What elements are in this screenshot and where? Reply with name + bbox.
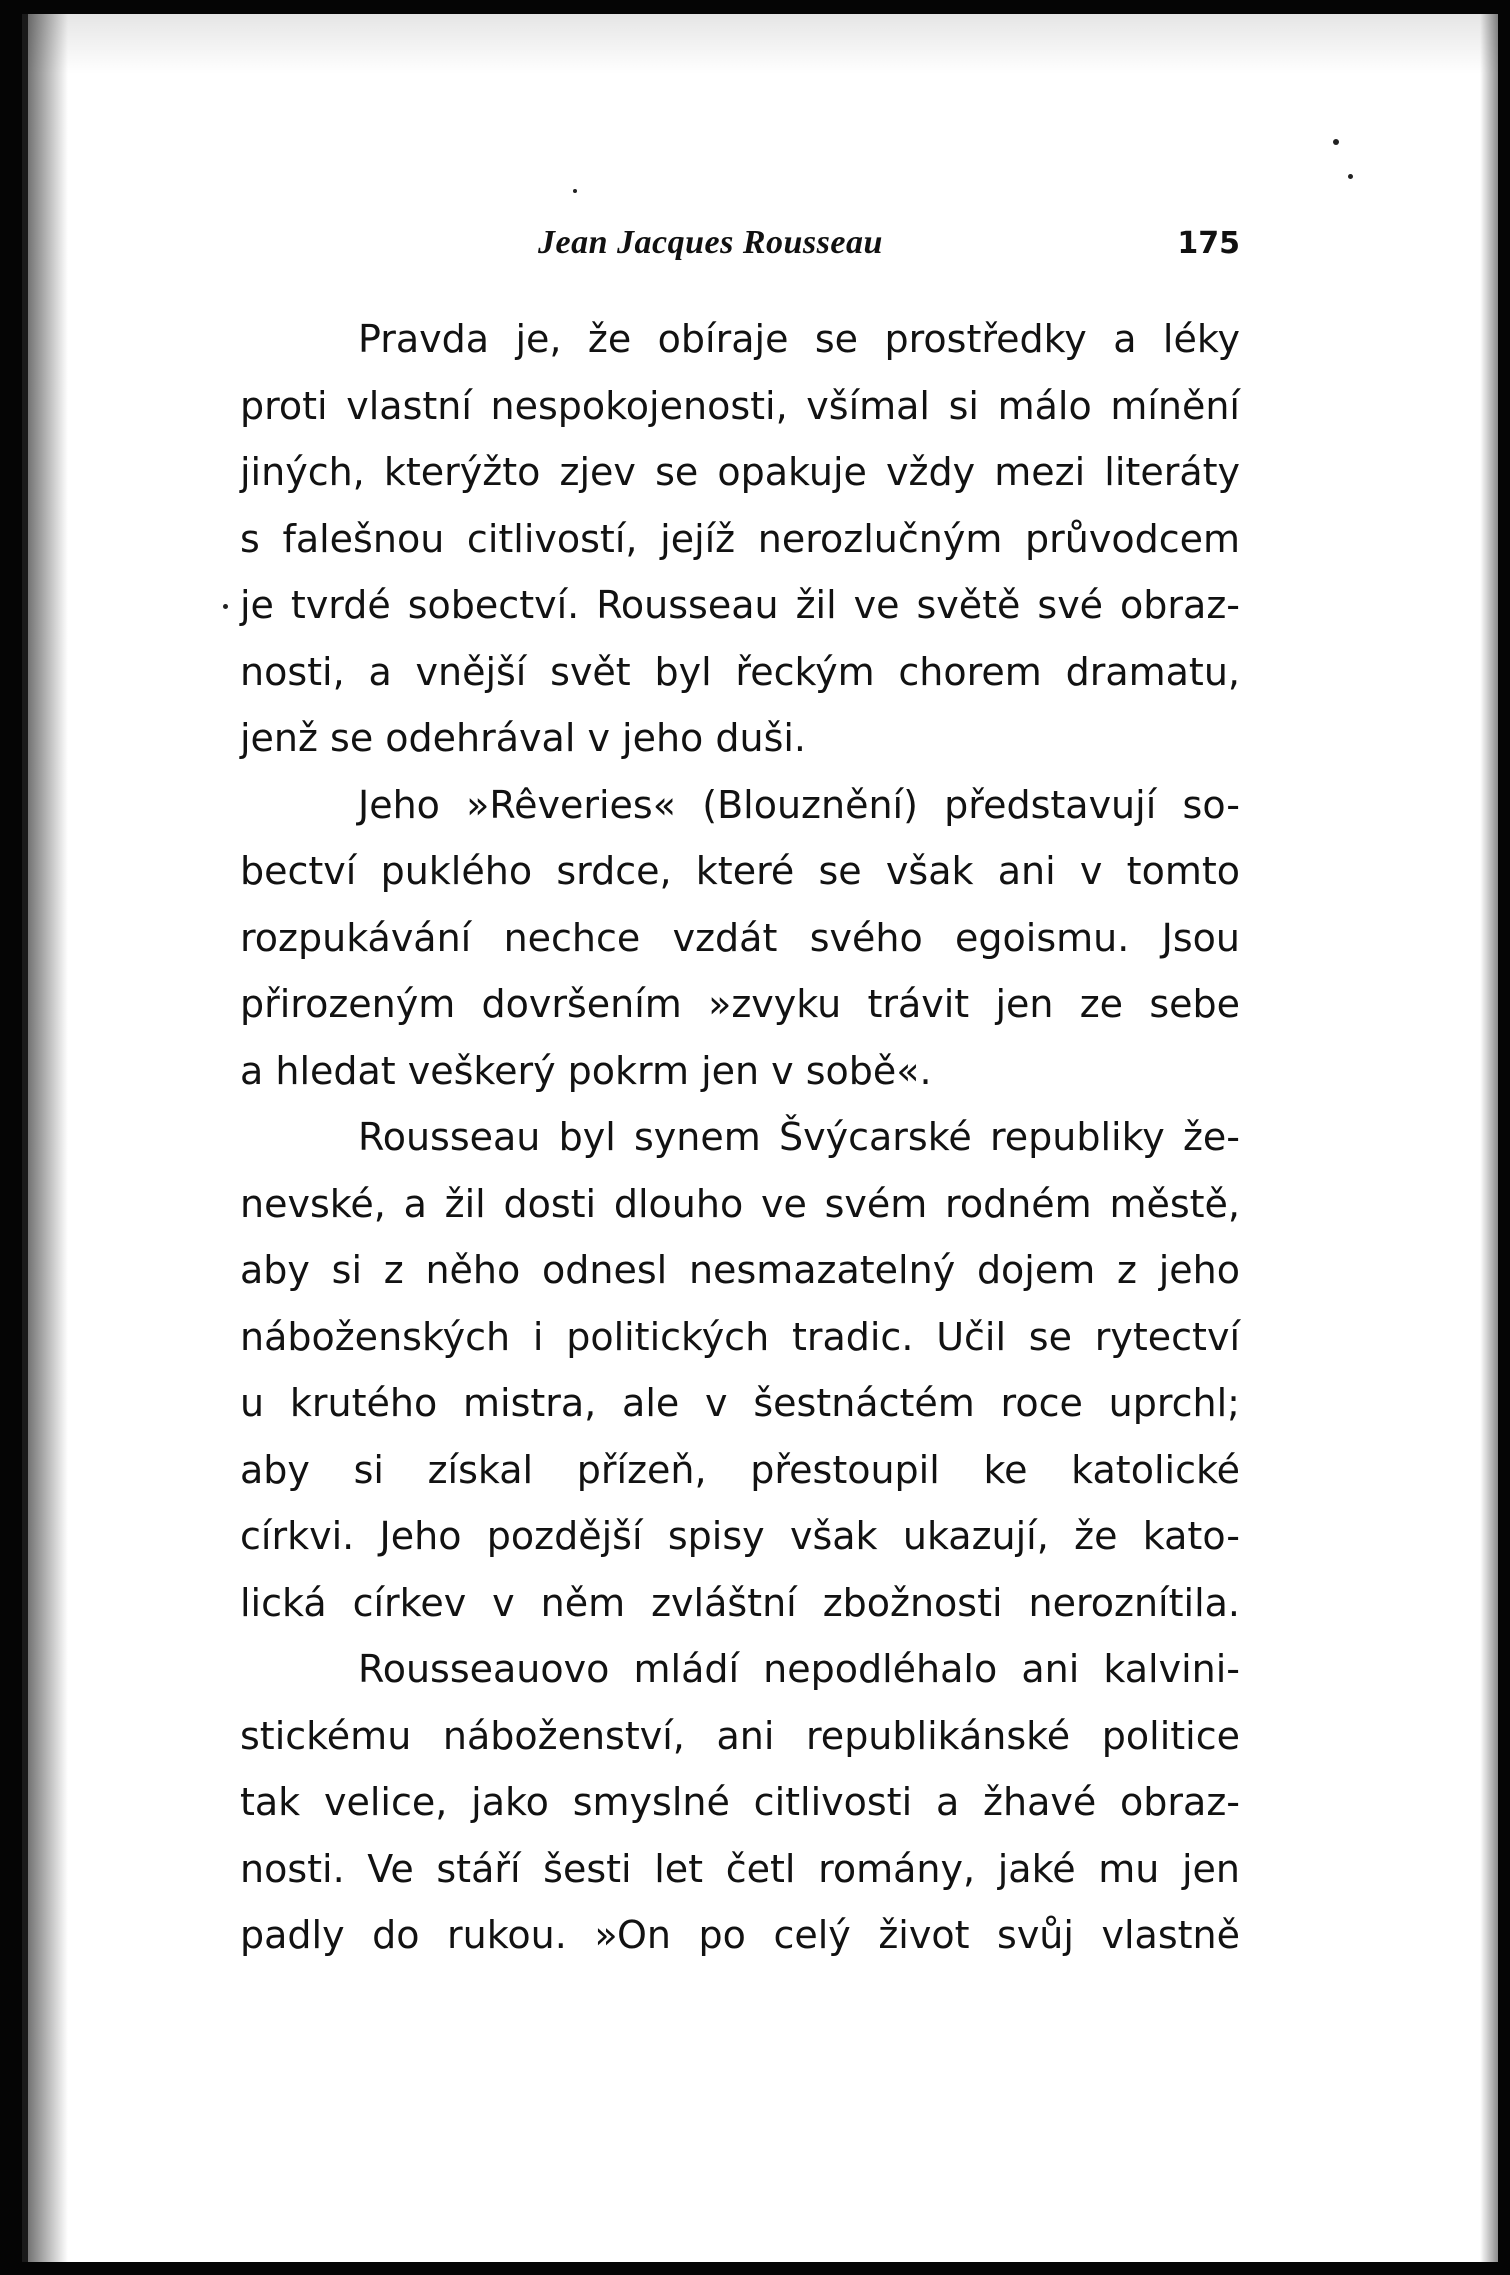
text-line: Pravda je, že obíraje se prostředky a léky xyxy=(358,317,1240,361)
text-line: s falešnou citlivostí, jejíž nerozlučným průvodcem xyxy=(240,516,1240,561)
text-line: bectví puklého srdce, které se však ani v tomto xyxy=(240,849,1240,893)
paragraph xyxy=(240,1636,1240,1969)
paragraph xyxy=(240,1104,1240,1636)
text-line: aby si získal přízeň, přestoupil ke katolické xyxy=(240,1447,1240,1492)
text-line: nosti. Ve stáří šesti let četl romány, jaké mu jen xyxy=(240,1846,1240,1891)
running-header xyxy=(238,224,1238,274)
text-line: stickému náboženství, ani republikánské politice xyxy=(240,1713,1240,1758)
text-line: je tvrdé sobectví. Rousseau žil ve světě své obraz- xyxy=(240,583,1240,627)
text-line: nevské, a žil dosti dlouho ve svém rodném městě, xyxy=(240,1181,1240,1226)
spine-shadow xyxy=(28,14,68,2262)
text-line: padly do rukou. »On po celý život svůj vlastně xyxy=(240,1913,1240,1957)
ink-speck xyxy=(223,604,228,609)
top-shadow xyxy=(28,14,1498,74)
paragraph xyxy=(240,306,1240,772)
text-line: rozpukávání nechce vzdát svého egoismu. Jsou xyxy=(240,915,1240,960)
ink-speck xyxy=(573,189,577,193)
text-line: přirozeným dovršením »zvyku trávit jen ze sebe xyxy=(240,982,1240,1026)
text-line: nosti, a vnější svět byl řeckým chorem dramatu, xyxy=(240,649,1240,694)
text-line: lická církev v něm zvláštní zbožnosti neroznítila. xyxy=(240,1580,1240,1625)
paragraph xyxy=(240,772,1240,1105)
text-line: Rousseau byl synem Švýcarské republiky že- xyxy=(358,1115,1240,1159)
text-line: tak velice, jako smyslné citlivosti a žhavé obraz- xyxy=(240,1780,1240,1824)
running-title: Jean Jacques Rousseau xyxy=(538,224,883,261)
text-line: církvi. Jeho pozdější spisy však ukazují, že kato- xyxy=(240,1514,1240,1558)
text-line: proti vlastní nespokojenosti, všímal si málo mínění xyxy=(240,383,1240,428)
text-line: Jeho »Rêveries« (Blouznění) představují so- xyxy=(358,782,1240,827)
text-line: jiných, kterýžto zjev se opakuje vždy mezi literáty xyxy=(240,450,1240,494)
text-line: u krutého mistra, ale v šestnáctém roce uprchl; xyxy=(240,1381,1240,1425)
text-line: aby si z něho odnesl nesmazatelný dojem z jeho xyxy=(240,1248,1240,1292)
text-line: Rousseauovo mládí nepodléhalo ani kalvini- xyxy=(358,1647,1240,1691)
text-line: a hledat veškerý pokrm jen v sobě«. xyxy=(240,1048,932,1093)
body-text xyxy=(240,306,1240,1969)
text-line: náboženských i politických tradic. Učil se rytectví xyxy=(240,1314,1240,1359)
text-line: jenž se odehrával v jeho duši. xyxy=(240,716,807,760)
ink-speck xyxy=(1348,174,1353,179)
book-page xyxy=(22,14,1498,2262)
page-number: 175 xyxy=(1177,226,1240,261)
ink-speck xyxy=(1333,139,1339,145)
edge-shadow xyxy=(1480,14,1498,2262)
